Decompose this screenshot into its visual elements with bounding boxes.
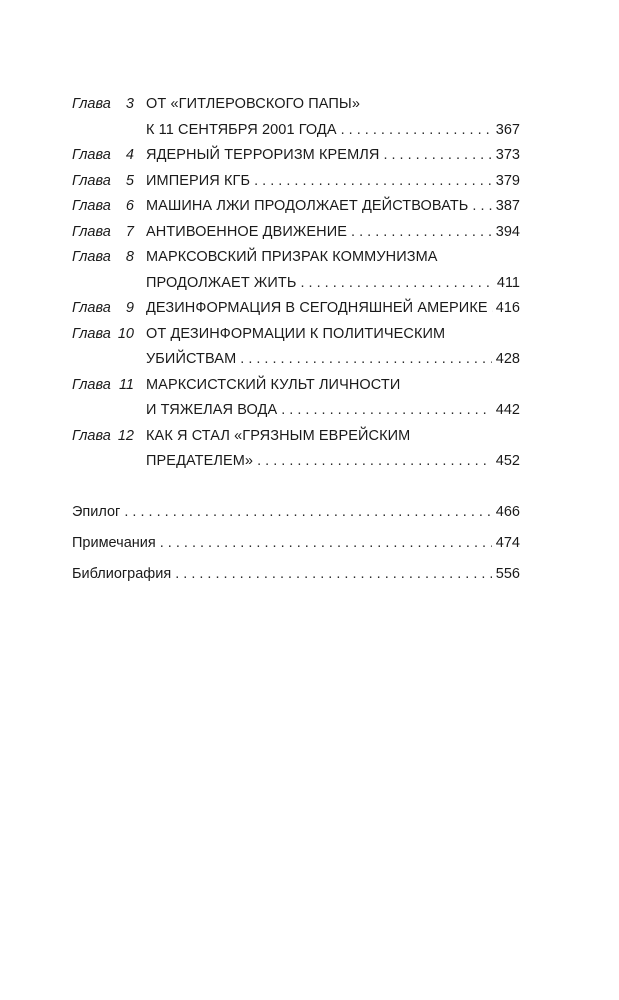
back-matter-title: Примечания	[72, 534, 156, 551]
chapter-title-line	[146, 169, 520, 195]
page-number: 442	[495, 402, 520, 418]
page-number: 379	[495, 172, 520, 189]
chapter-title: МАРКСОВСКИЙ ПРИЗРАК КОММУНИЗМА	[146, 249, 438, 265]
chapter-title-line	[146, 322, 520, 348]
toc-entry-line	[72, 245, 520, 271]
chapter-title-line	[146, 296, 520, 322]
chapter-label: Глава	[72, 172, 111, 189]
page-number: 428	[495, 351, 520, 367]
leader-dots	[351, 220, 492, 246]
chapter-number: 12	[117, 427, 134, 444]
back-matter-line	[72, 528, 520, 559]
leader-dots	[160, 528, 492, 559]
chapter-label: Глава	[72, 376, 111, 393]
chapter-title-line	[146, 245, 520, 271]
back-matter-title: Эпилог	[72, 503, 121, 520]
page-number: 474	[495, 534, 520, 551]
chapter-title: ОТ ДЕЗИНФОРМАЦИИ К ПОЛИТИЧЕСКИМ	[146, 325, 446, 342]
page-number: 387	[495, 198, 520, 214]
toc-entry-line	[72, 271, 520, 297]
chapter-number: 4	[125, 147, 134, 163]
chapter-title: КАК Я СТАЛ «ГРЯЗНЫМ ЕВРЕЙСКИМ	[146, 427, 411, 444]
toc-entry-epilogue	[72, 497, 520, 528]
leader-dots	[124, 497, 491, 528]
toc-entry-notes	[72, 528, 520, 559]
page-number: 556	[495, 565, 520, 582]
chapter-label: Глава	[72, 223, 111, 240]
chapter-number: 5	[125, 172, 134, 189]
chapter-title: МАРКСИСТСКИЙ КУЛЬТ ЛИЧНОСТИ	[146, 376, 401, 393]
leader-dots	[341, 118, 492, 144]
toc-entry-line	[72, 143, 520, 169]
table-of-contents	[72, 92, 520, 590]
chapter-number: 8	[125, 249, 134, 265]
chapter-title: ПРОДОЛЖАЕТ ЖИТЬ	[146, 274, 297, 291]
leader-dots	[257, 449, 492, 475]
toc-entry-line	[72, 347, 520, 373]
chapter-label: Глава	[72, 427, 111, 444]
back-matter-list	[72, 497, 520, 590]
chapter-title-line	[146, 398, 520, 424]
toc-entry-chapter-5	[72, 169, 520, 195]
toc-entry-chapter-9	[72, 296, 520, 322]
leader-dots	[240, 347, 492, 373]
chapter-number: 6	[125, 198, 134, 214]
toc-entry-line	[72, 194, 520, 220]
leader-dots	[281, 398, 492, 424]
chapter-title: ИМПЕРИЯ КГБ	[146, 172, 251, 189]
toc-entry-line	[72, 118, 520, 144]
chapter-title: К 11 СЕНТЯБРЯ 2001 ГОДА	[146, 121, 337, 138]
toc-entry-line	[72, 322, 520, 348]
chapter-label: Глава	[72, 249, 111, 265]
chapter-title-line	[146, 220, 520, 246]
leader-dots	[472, 194, 491, 220]
page-number: 367	[495, 121, 520, 138]
toc-entry-chapter-12	[72, 424, 520, 475]
section-spacer	[72, 475, 520, 497]
page-number: 452	[495, 453, 520, 469]
toc-entry-line	[72, 373, 520, 399]
page-number: 466	[495, 503, 520, 520]
chapter-title-line	[146, 118, 520, 144]
toc-entry-chapter-8	[72, 245, 520, 296]
chapter-title: АНТИВОЕННОЕ ДВИЖЕНИЕ	[146, 223, 348, 240]
chapter-title: ПРЕДАТЕЛЕМ»	[146, 453, 254, 469]
chapter-number: 10	[117, 325, 134, 342]
page-number: 394	[495, 223, 520, 240]
chapter-title: УБИЙСТВАМ	[146, 351, 237, 367]
chapter-title-line	[146, 347, 520, 373]
toc-entry-line	[72, 296, 520, 322]
leader-dots	[383, 143, 491, 169]
chapter-list	[72, 92, 520, 475]
chapter-title-line	[146, 194, 520, 220]
toc-entry-chapter-7	[72, 220, 520, 246]
chapter-title: ДЕЗИНФОРМАЦИЯ В СЕГОДНЯШНЕЙ АМЕРИКЕ	[146, 300, 488, 316]
chapter-title: И ТЯЖЕЛАЯ ВОДА	[146, 402, 278, 418]
toc-entry-line	[72, 92, 520, 118]
chapter-number: 3	[125, 96, 134, 112]
back-matter-title: Библиография	[72, 565, 172, 582]
leader-dots	[175, 559, 492, 590]
chapter-label: Глава	[72, 198, 111, 214]
toc-entry-chapter-10	[72, 322, 520, 373]
chapter-number: 9	[125, 300, 134, 316]
toc-entry-line	[72, 424, 520, 450]
toc-entry-chapter-11	[72, 373, 520, 424]
chapter-title-line	[146, 449, 520, 475]
chapter-title-line	[146, 373, 520, 399]
toc-entry-line	[72, 398, 520, 424]
chapter-label: Глава	[72, 300, 111, 316]
back-matter-line	[72, 559, 520, 590]
page-number: 411	[496, 274, 520, 291]
back-matter-line	[72, 497, 520, 528]
chapter-title-line	[146, 92, 520, 118]
chapter-number: 7	[125, 223, 134, 240]
toc-entry-line	[72, 220, 520, 246]
toc-entry-chapter-4	[72, 143, 520, 169]
toc-entry-bibliography	[72, 559, 520, 590]
chapter-title-line	[146, 424, 520, 450]
page-number: 416	[495, 300, 520, 316]
chapter-label: Глава	[72, 325, 111, 342]
chapter-label: Глава	[72, 96, 111, 112]
toc-entry-chapter-6	[72, 194, 520, 220]
toc-entry-chapter-3	[72, 92, 520, 143]
page-number: 373	[495, 147, 520, 163]
toc-entry-line	[72, 449, 520, 475]
chapter-number: 11	[118, 376, 134, 393]
chapter-title: МАШИНА ЛЖИ ПРОДОЛЖАЕТ ДЕЙСТВОВАТЬ	[146, 198, 469, 214]
chapter-label: Глава	[72, 147, 111, 163]
chapter-title-line	[146, 143, 520, 169]
leader-dots	[301, 271, 493, 297]
chapter-title: ЯДЕРНЫЙ ТЕРРОРИЗМ КРЕМЛЯ	[146, 147, 380, 163]
chapter-title: ОТ «ГИТЛЕРОВСКОГО ПАПЫ»	[146, 96, 360, 112]
leader-dots	[254, 169, 492, 195]
chapter-title-line	[146, 271, 520, 297]
toc-entry-line	[72, 169, 520, 195]
